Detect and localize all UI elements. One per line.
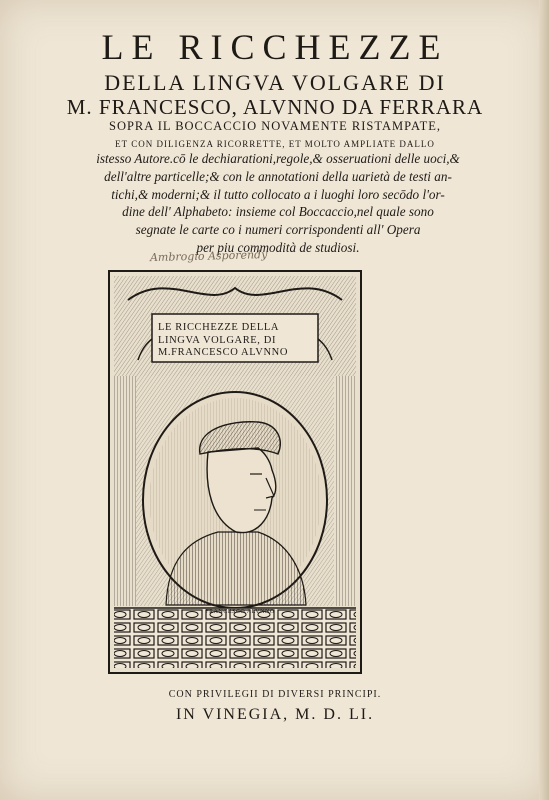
description-line: istesso Autore.cō le dechiarationi,regole,& osseruationi delle uoci,& [96, 151, 460, 166]
cartouche-line: LINGVA VOLGARE, DI [158, 334, 277, 346]
imprint-line: IN VINEGIA, M. D. LI. [175, 706, 375, 723]
description-line: per piu commodità de studiosi. [196, 239, 360, 255]
handwritten-signature: Ambrogio Asporendy [149, 248, 268, 265]
title-line-3: M. FRANCESCO, ALVNNO DA FERRARA [66, 95, 484, 119]
description-line: segnate le carte co i numeri corrispondenti all' Opera [135, 222, 421, 238]
description-line: dine dell' Alphabeto: insieme col Boccaccio,nel quale sono [122, 204, 434, 220]
cartouche-caption [158, 322, 318, 360]
description-line: tichi,& moderni;& il tutto collocato a i luoghi loro secōdo l'or- [111, 186, 445, 202]
cartouche-line: LE RICCHEZZE DELLA [158, 322, 280, 333]
description-line: dell'altre particelle;& con le annotationi della uarietà de testi an- [104, 168, 452, 184]
description-block [38, 150, 518, 257]
portrait-label: FRANCESCO ALVNNO [205, 609, 275, 615]
title-line-1: LE RICCHEZZE [101, 27, 449, 67]
title-line-4: SOPRA IL BOCCACCIO NOVAMENTE RISTAMPATE, [109, 119, 441, 133]
cartouche-line: M.FRANCESCO ALVNNO [158, 347, 289, 358]
privilege-line: CON PRIVILEGII DI DIVERSI PRINCIPI. [168, 689, 382, 700]
page-edge [539, 0, 549, 800]
title-line-5: ET CON DILIGENZA RICORRETTE, ET MOLTO AMPLIATE DALLO [115, 139, 435, 149]
title-line-2: DELLA LINGVA VOLGARE DI [104, 70, 446, 95]
